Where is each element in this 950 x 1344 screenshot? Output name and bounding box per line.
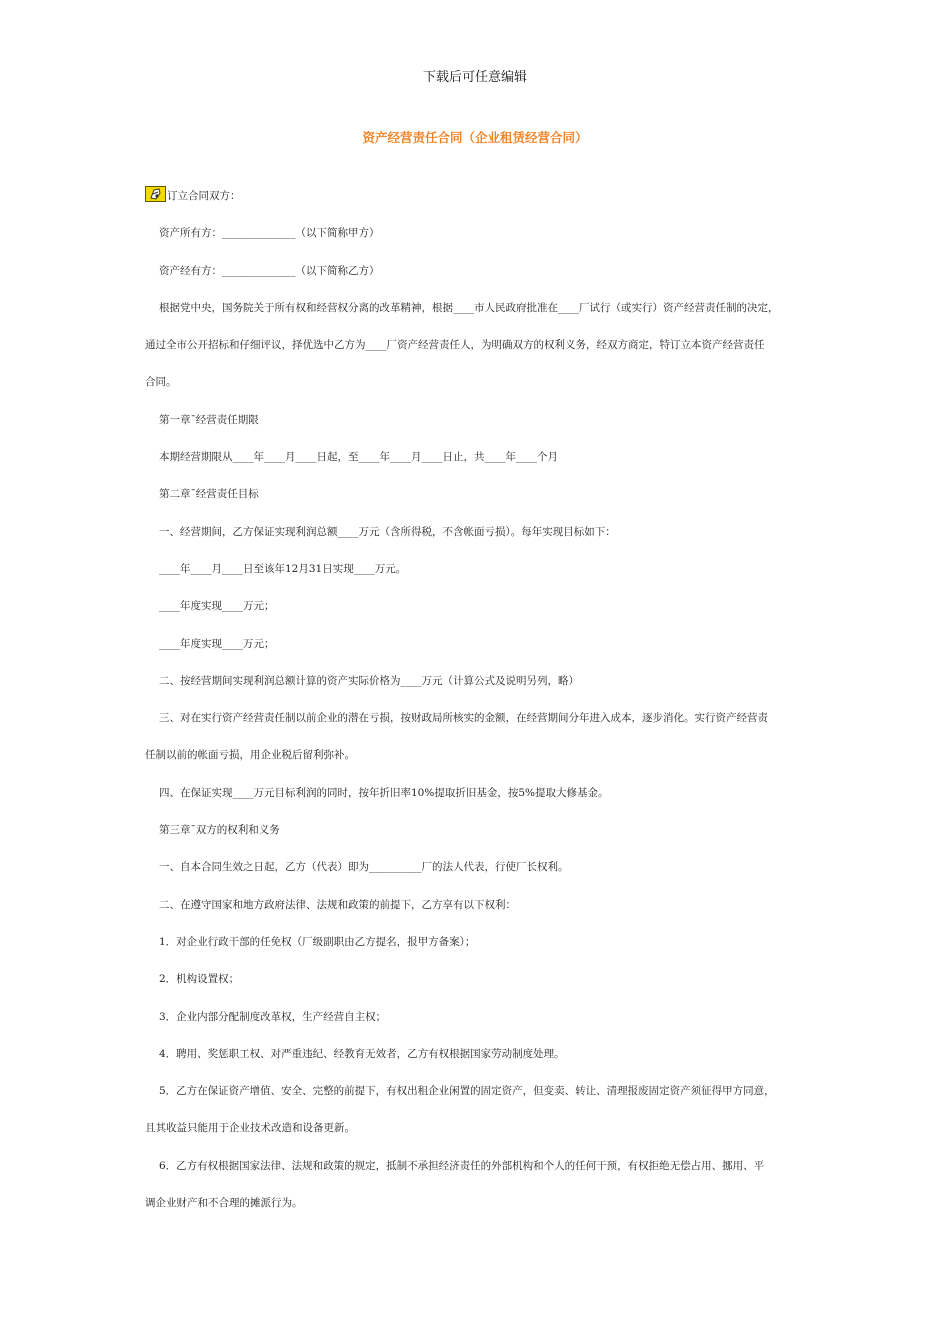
header-note: 下载后可任意编辑 — [422, 70, 527, 85]
clause-line: 任制以前的帐面亏损，用企业税后留利弥补。 — [145, 749, 355, 762]
clause-line: 二、按经营期间实现利润总额计算的资产实际价格为____万元（计算公式及说明另列，略） — [159, 674, 579, 687]
clause-line: ____年度实现____万元； — [159, 600, 275, 613]
signing-contract-icon — [145, 186, 166, 202]
parties-heading: 订立合同双方： — [167, 190, 241, 202]
chapter-2-heading: 第二章ˉ经营责任目标 — [159, 488, 259, 501]
list-item: 调企业财产和不合理的摊派行为。 — [145, 1197, 303, 1210]
operator-party-line: 资产经有方：______________（以下简称乙方） — [159, 264, 380, 277]
preamble-paragraph-line: 通过全市公开招标和仔细评议，择优选中乙方为____厂资产经营责任人，为明确双方的权利义务，经双方商定，特订立本资产经营责任 — [145, 339, 765, 352]
list-item: 且其收益只能用于企业技术改造和设备更新。 — [145, 1122, 355, 1135]
list-item: 6．乙方有权根据国家法律、法规和政策的规定，抵制不承担经济责任的外部机构和个人的任何干预，有权拒绝无偿占用、挪用、平 — [159, 1159, 765, 1172]
preamble-paragraph-line: 根据党中央，国务院关于所有权和经营权分离的改革精神，根据____市人民政府批准在____厂试行（或实行）资产经营责任制的决定， — [159, 301, 779, 314]
chapter-3-heading: 第三章ˉ双方的权利和义务 — [159, 824, 280, 837]
term-period-line: 本期经营期限从____年____月____日起，至____年____月____日止，共____年____个月 — [159, 451, 558, 464]
list-item: 1．对企业行政干部的任免权（厂级副职由乙方提名，报甲方备案）； — [159, 935, 476, 948]
clause-line: ____年度实现____万元； — [159, 637, 275, 650]
clause-line: 一、自本合同生效之日起，乙方（代表）即为__________厂的法人代表，行使厂长权利。 — [159, 861, 569, 874]
list-item: 4．聘用、奖惩职工权、对严重违纪、经教育无效者，乙方有权根据国家劳动制度处理。 — [159, 1047, 565, 1060]
owner-party-line: 资产所有方：______________（以下简称甲方） — [159, 227, 380, 240]
clause-line: 四、在保证实现____万元目标利润的同时，按年折旧率10%提取折旧基金，按5%提取大修基金。 — [159, 786, 609, 799]
clause-line: 三、对在实行资产经营责任制以前企业的潜在亏损，按财政局所核实的金额，在经营期间分年进入成本，逐步消化。实行资产经营责 — [159, 712, 768, 725]
chapter-1-heading: 第一章ˉ经营责任期限 — [159, 413, 259, 426]
list-item: 3．企业内部分配制度改革权，生产经营自主权； — [159, 1010, 387, 1023]
contract-body — [145, 178, 810, 1222]
preamble-paragraph-line: 合同。 — [145, 376, 177, 389]
list-item: 2．机构设置权； — [159, 973, 240, 986]
clause-line: 一、经营期间，乙方保证实现利润总额____万元（含所得税，不含帐面亏损）。每年实现目标如下： — [159, 525, 616, 538]
clause-line: ____年____月____日至该年12月31日实现____万元。 — [159, 562, 407, 575]
clause-line: 二、在遵守国家和地方政府法律、法规和政策的前提下，乙方享有以下权利： — [159, 898, 516, 911]
list-item: 5．乙方在保证资产增值、安全、完整的前提下，有权出租企业闲置的固定资产，但变卖、转让、清理报废固定资产须征得甲方同意， — [159, 1085, 775, 1098]
document-title: 资产经营责任合同（企业租赁经营合同） — [362, 130, 588, 145]
parties-heading-line — [145, 178, 810, 215]
